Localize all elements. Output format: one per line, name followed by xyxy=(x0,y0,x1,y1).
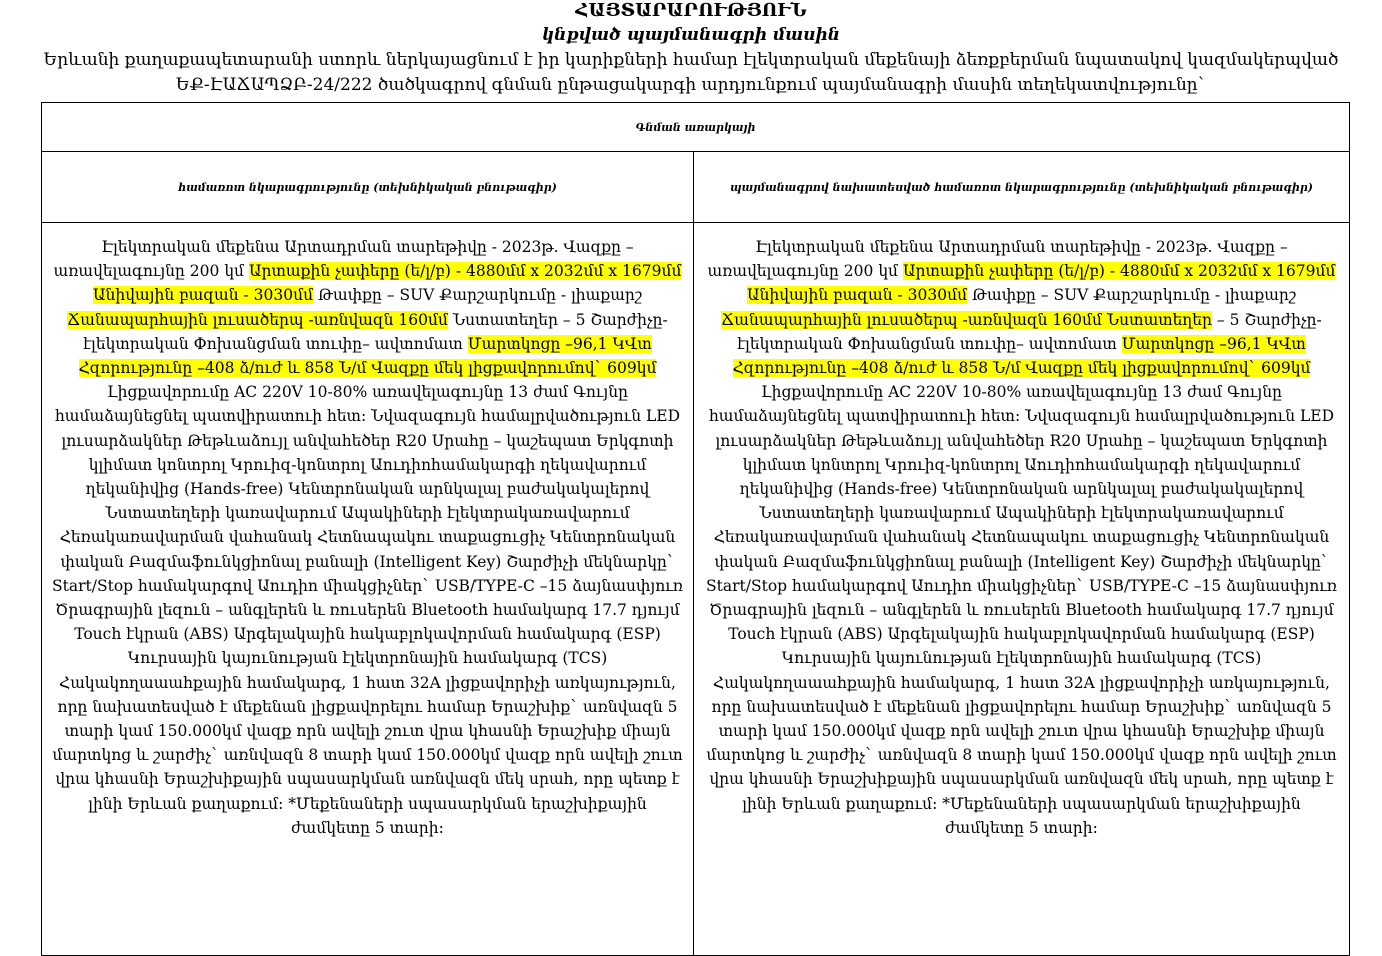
column-header-description: համառոտ նկարագրությունը (տեխնիկական բնութագիր) xyxy=(42,152,694,223)
contract-highlight-dimensions: Արտաքին չափերը (ե/լ/բ) - 4880մմ x 2032մմ x 1679մմ Անիվային բազան - 3030մմ xyxy=(746,262,1336,305)
table-header-main: Գնման առարկայի xyxy=(42,103,1350,152)
contract-text-4: Լիցքավորումը AC 220V 10-80% առավելագույնը 13 ժամ Գույնը համաձայնեցնել պատվիրատուի հետ: Նվազագույն համալրվածություն LED լուսարձակներ Թեթևաձույլ անվահեծեր R20 Սրահը – կաշեպատ Երկգոտի կլիմատ կոնտրոլ Կրուիզ-կոնտրոլ Աուդիոհամակարգի ղեկավարում ղեկանիվից (Hands-free) Կենտրոնական արնկալալ բաժակակալերով Նստատեղերի կառավարում Ապակիների էլեկտրակառավարում Հեռակառավարման վահանակ Հետնապակու տաքացուցիչ Կենտրոնական փական Բազմաֆունկցիոնալ բանալի (Intelligent Key) Շարժիչի մեկնարկը` Start/Stop համակարգով Աուդիո միակցիչներ` USB/TYPE-C –15 ձայնասփյուռ Ծրագրային լեզուն – անգլերեն և ռուսերեն Bluetooth համակարգ 17.7 դյույմ Touch էկրան (ABS) Արգելակային հակաբլոկավորման համակարգ (ESP) Կուրսային կայունության էլեկտրոնային համակարգ (TCS) Հակակողաաահքային համակարգ, 1 հատ 32A լիցքավորիչի առկայություն, որը նախատեսված է մեքենան լիցքավորելու համար Երաշխիք` առնվազն 5 տարի կամ 150.000կմ վազք որն ավելի շուտ վրա կհասնի Երաշխիք միայն մարտկոց և շարժիչ` առնվազն 8 տարի կամ 150.000կմ վազք որն ավելի շուտ վրա կհասնի Երաշխիքային սպասարկման առնվազն մեկ սրահ, որը պետք է լինի Երևան քաղաքում: *Մեքենաների սպասարկման երաշխիքային ժամկետը 5 տարի: xyxy=(706,383,1337,837)
contract-highlight-battery: Մարտկոցը –96,1 ԿՎտ Հզորությունը –408 ձ/ուժ և 858 Ն/մ Վազքը մեկ լիցքավորումով` 609կմ xyxy=(732,334,1311,378)
contract-description-cell xyxy=(694,223,1350,956)
desc-text-1: Էլեկտրական մեքենա Արտադրման տարեթիվը - 2023թ. Վազքը – առավելագույնը 200 կմ xyxy=(53,238,634,281)
desc-highlight-clearance: Ճանապարհային լուսածերպ -առնվազն 160մմ xyxy=(67,310,448,329)
document-heading xyxy=(0,0,1382,98)
desc-text-2: Թափքը – SUV Քարշարկումը - լիաքարշ xyxy=(313,286,643,305)
contract-text-1: Էլեկտրական մեքենա Արտադրման տարեթիվը - 2023թ. Վազքը – առավելագույնը 200 կմ xyxy=(707,238,1288,281)
description-cell xyxy=(42,223,694,956)
document-subtitle: կնքված պայմանագրի մասին xyxy=(541,25,841,45)
contract-highlight-clearance: Ճանապարհային լուսածերպ -առնվազն 160մմ Նստատեղեր xyxy=(721,310,1212,329)
desc-highlight-dimensions: Արտաքին չափերը (ե/լ/բ) - 4880մմ x 2032մմ x 1679մմ Անիվային բազան - 3030մմ xyxy=(92,262,682,305)
contract-text-2: Թափքը – SUV Քարշարկումը - լիաքարշ xyxy=(967,286,1297,305)
desc-text-4: Լիցքավորումը AC 220V 10-80% առավելագույնը 13 ժամ Գույնը համաձայնեցնել պատվիրատուի հետ: Նվազագույն համալրվածություն LED լուսարձակներ Թեթևաձույլ անվահեծեր R20 Սրահը – կաշեպատ Երկգոտի կլիմատ կոնտրոլ Կրուիզ-կոնտրոլ Աուդիոհամակարգի ղեկավարում ղեկանիվից (Hands-free) Կենտրոնական արնկալալ բաժակակալերով Նստատեղերի կառավարում Ապակիների էլեկտրակառավարում Հեռակառավարման վահանակ Հետնապակու տաքացուցիչ Կենտրոնական փական Բազմաֆունկցիոնալ բանալի (Intelligent Key) Շարժիչի մեկնարկը` Start/Stop համակարգով Աուդիո միակցիչներ` USB/TYPE-C –15 ձայնասփյուռ Ծրագրային լեզուն – անգլերեն և ռուսերեն Bluetooth համակարգ 17.7 դյույմ Touch էկրան (ABS) Արգելակային հակաբլոկավորման համակարգ (ESP) Կուրսային կայունության էլեկտրոնային համակարգ (TCS) Հակակողաաահքային համակարգ, 1 հատ 32A լիցքավորիչի առկայություն, որը նախատեսված է մեքենան լիցքավորելու համար Երաշխիք` առնվազն 5 տարի կամ 150.000կմ վազք որն ավելի շուտ վրա կհասնի Երաշխիք միայն մարտկոց և շարժիչ` առնվազն 8 տարի կամ 150.000կմ վազք որն ավելի շուտ վրա կհասնի Երաշխիքային սպասարկման առնվազն մեկ սրահ, որը պետք է լինի Երևան քաղաքում: *Մեքենաների սպասարկման երաշխիքային ժամկետը 5 տարի: xyxy=(52,383,683,837)
column-header-contract-description: պայմանագրով նախատեսված համառոտ նկարագրությունը (տեխնիկական բնութագիր) xyxy=(694,152,1350,223)
intro-paragraph: Երևանի քաղաքապետարանի ստորև ներկայացնում է իր կարիքների համար էլեկտրական մեքենայի ձեռքբերման նպատակով կազմակերպված ԵՔ-ԷԱՃԱՊՁԲ-24/222 ծածկագրով գնման ընթացակարգի արդյունքում պայմանագրի մասին տեղեկատվությունը` xyxy=(43,50,1339,95)
desc-highlight-battery: Մարտկոցը –96,1 ԿՎտ Հզորությունը –408 ձ/ուժ և 858 Ն/մ Վազքը մեկ լիցքավորումով` 609կմ xyxy=(78,334,657,378)
contract-table xyxy=(41,102,1350,956)
desc-text-3: Նստատեղեր – 5 Շարժիչը- էլեկտրական Փոխանցման տուփը– ավտոմատ xyxy=(83,310,668,353)
contract-text-3: – 5 Շարժիչը- էլեկտրական Փոխանցման տուփը– ավտոմատ xyxy=(737,310,1322,353)
document-title: ՀԱՅՏԱՐԱՐՈՒԹՅՈՒՆ xyxy=(575,0,807,21)
